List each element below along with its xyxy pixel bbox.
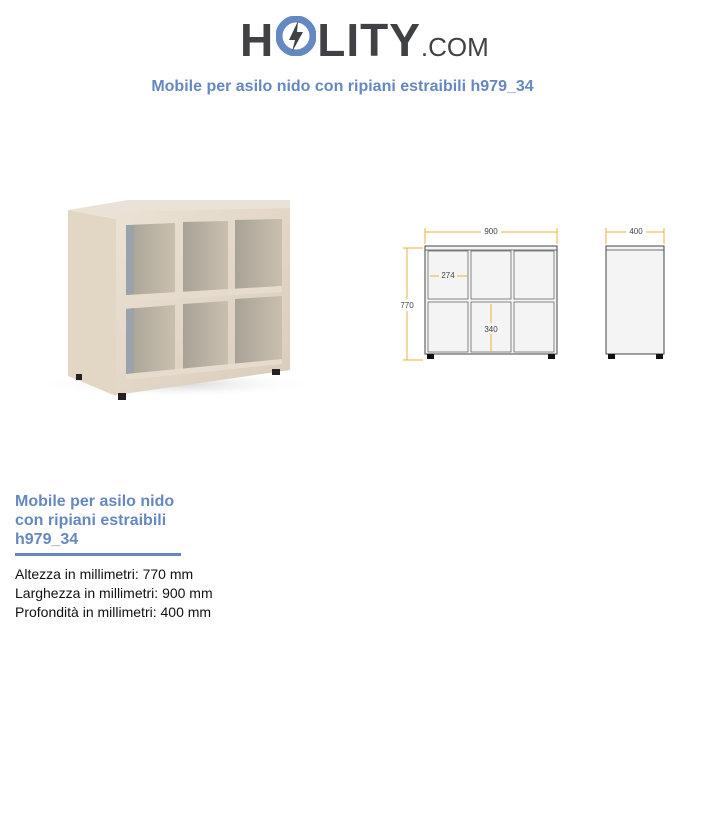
logo-wordmark	[240, 12, 489, 75]
dimension-cell-width-label: 274	[441, 271, 455, 280]
holity-logo[interactable]	[240, 12, 489, 68]
logo-suffix: .COM	[420, 32, 489, 62]
spec-list	[15, 565, 213, 622]
dimension-width-label: 900	[484, 227, 498, 236]
spec-height: Altezza in millimetri: 770 mm	[15, 566, 194, 582]
product-name: Mobile per asilo nido con ripiani estraibili h979_34	[15, 493, 175, 548]
technical-drawing-side	[600, 222, 672, 368]
logo-o-icon	[276, 12, 316, 52]
dimension-cell-height-label: 340	[484, 325, 498, 334]
spec-width: Larghezza in millimetri: 900 mm	[15, 585, 213, 601]
spec-depth: Profondità in millimetri: 400 mm	[15, 604, 212, 620]
product-image	[36, 188, 326, 413]
logo-letters-lity: LITY	[317, 14, 421, 66]
technical-drawing-front	[397, 222, 567, 368]
title-divider	[15, 553, 181, 556]
page-title: Mobile per asilo nido con ripiani estraibili h979_34	[151, 78, 534, 95]
logo-letter-h: H	[240, 14, 275, 66]
dimension-height-label: 770	[400, 301, 414, 310]
dimension-depth-label: 400	[629, 227, 643, 236]
